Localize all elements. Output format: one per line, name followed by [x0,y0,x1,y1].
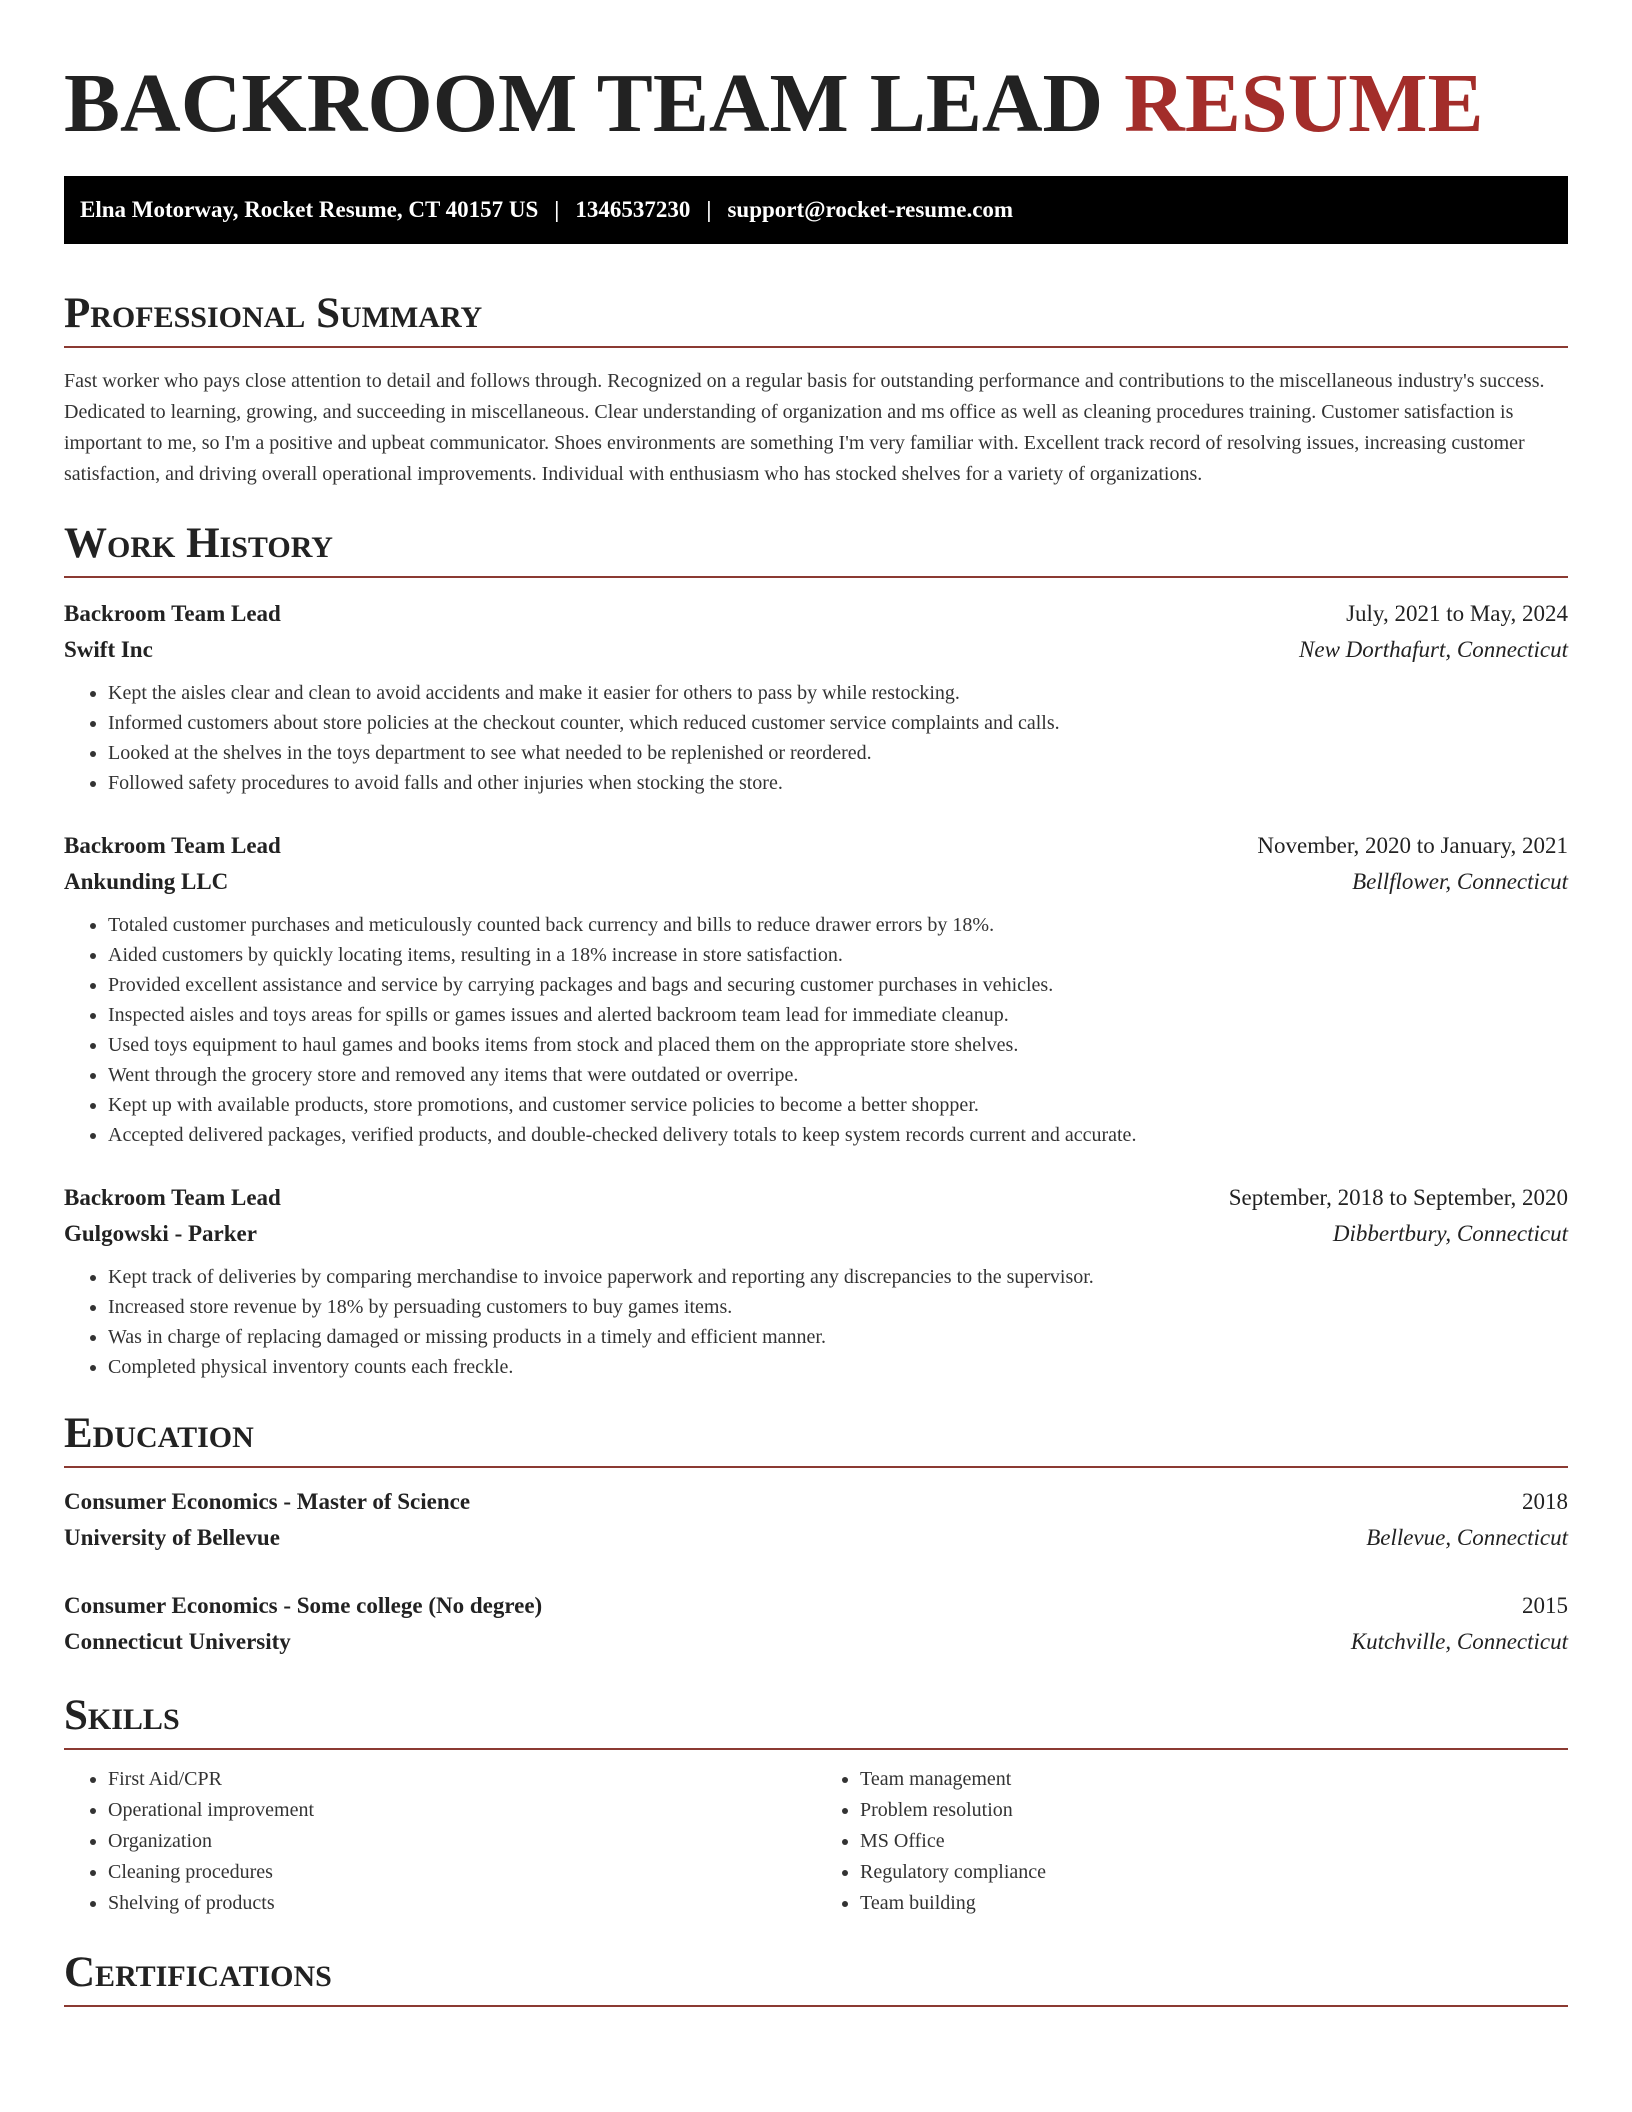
list-item: • Totaled customer purchases and meticulously counted back currency and bills to reduce drawer errors by 18%. [108,910,1568,940]
list-item: • Kept the aisles clear and clean to avoid accidents and make it easier for others to pass by while restocking. [108,678,1568,708]
skill-item: • Team management [860,1764,1568,1795]
summary-text: Fast worker who pays close attention to detail and follows through. Recognized on a regular basis for outstanding performance and contributions to the miscellaneous industry's success. Dedicated to learning, growing, and succeeding in miscellaneous. Clear understanding of organization and ms office as well as cleaning procedures training. Customer satisfaction is important to me, so I'm a positive and upbeat communicator. Shoes environments are something I'm very familiar with. Excellent track record of resolving issues, increasing customer satisfaction, and driving overall operational improvements. Individual with enthusiasm who has stocked shelves for a variety of organizations. [64,370,1545,485]
education-degree-row [64,1588,1568,1624]
job-location: New Dorthafurt, Connecticut [1299,637,1568,662]
job-dates: July, 2021 to May, 2024 [1346,601,1568,626]
list-item: • Provided excellent assistance and service by carrying packages and bags and securing customer purchases in vehicles. [108,970,1568,1000]
job-company: Gulgowski - Parker [64,1221,257,1246]
education-school: Connecticut University [64,1629,291,1654]
list-item: • Went through the grocery store and removed any items that were outdated or overripe. [108,1060,1568,1090]
list-item: • Accepted delivered packages, verified products, and double-checked delivery totals to keep system records current and accurate. [108,1120,1568,1150]
list-item: • Followed safety procedures to avoid falls and other injuries when stocking the store. [108,768,1568,798]
job-dates: November, 2020 to January, 2021 [1257,833,1568,858]
job-company: Swift Inc [64,637,153,662]
job-location: Dibbertbury, Connecticut [1332,1221,1568,1246]
education-degree: Consumer Economics - Master of Science [64,1489,471,1514]
certifications-heading: Certifications [64,1947,1568,2007]
job-bullets [64,678,1568,798]
skill-item: • Organization [108,1826,816,1857]
title-accent: RESUME [1124,57,1484,150]
contact-separator: | [706,197,712,222]
skill-item: • Problem resolution [860,1795,1568,1826]
skills-list-left [64,1764,816,1919]
education-entry [64,1484,1568,1556]
skills-grid [64,1764,1568,1919]
contact-phone: 1346537230 [575,197,691,222]
skills-heading: Skills [64,1690,1568,1750]
contact-bar [64,176,1568,244]
job-title-row [64,1180,1568,1216]
list-item: • Was in charge of replacing damaged or missing products in a timely and efficient manner. [108,1322,1568,1352]
skill-item: • Operational improvement [108,1795,816,1826]
education-school-row [64,1520,1568,1556]
list-item: • Inspected aisles and toys areas for spills or games issues and alerted backroom team lead for immediate cleanup. [108,1000,1568,1030]
education-school: University of Bellevue [64,1525,280,1550]
contact-address: Elna Motorway, Rocket Resume, CT 40157 US [80,197,539,222]
skill-item: • Regulatory compliance [860,1857,1568,1888]
title-main: BACKROOM TEAM LEAD [64,57,1104,150]
job-title-row [64,596,1568,632]
education-degree-row [64,1484,1568,1520]
list-item: • Kept track of deliveries by comparing merchandise to invoice paperwork and reporting any discrepancies to the supervisor. [108,1262,1568,1292]
education-school-row [64,1624,1568,1660]
job-company-row [64,1216,1568,1252]
job-bullets [64,1262,1568,1382]
skill-item: • Team building [860,1888,1568,1919]
job-entry [64,828,1568,1150]
education-year: 2018 [1522,1489,1568,1514]
job-title: Backroom Team Lead [64,601,281,626]
contact-separator: | [554,197,560,222]
skill-item: • First Aid/CPR [108,1764,816,1795]
skill-item: • MS Office [860,1826,1568,1857]
list-item: • Informed customers about store policies at the checkout counter, which reduced customer service complaints and calls. [108,708,1568,738]
skills-list-right [816,1764,1568,1919]
list-item: • Used toys equipment to haul games and books items from stock and placed them on the appropriate store shelves. [108,1030,1568,1060]
job-company-row [64,864,1568,900]
list-item: • Increased store revenue by 18% by persuading customers to buy games items. [108,1292,1568,1322]
list-item: • Kept up with available products, store promotions, and customer service policies to become a better shopper. [108,1090,1568,1120]
job-entry [64,1180,1568,1382]
job-entry [64,596,1568,798]
education-entry [64,1588,1568,1660]
job-dates: September, 2018 to September, 2020 [1228,1185,1568,1210]
education-location: Bellevue, Connecticut [1366,1525,1568,1550]
skill-item: • Shelving of products [108,1888,816,1919]
job-location: Bellflower, Connecticut [1352,869,1568,894]
job-company-row [64,632,1568,668]
summary-heading: Professional Summary [64,288,1568,348]
job-company: Ankunding LLC [64,869,229,894]
list-item: • Looked at the shelves in the toys department to see what needed to be replenished or reordered. [108,738,1568,768]
education-year: 2015 [1522,1593,1568,1618]
work-history-heading: Work History [64,518,1568,578]
list-item: • Aided customers by quickly locating items, resulting in a 18% increase in store satisfaction. [108,940,1568,970]
job-title: Backroom Team Lead [64,1185,281,1210]
education-degree: Consumer Economics - Some college (No degree) [64,1593,543,1618]
job-title: Backroom Team Lead [64,833,281,858]
education-heading: Education [64,1408,1568,1468]
job-title-row [64,828,1568,864]
contact-email: support@rocket-resume.com [727,197,1014,222]
education-location: Kutchville, Connecticut [1350,1629,1568,1654]
resume-title [64,0,1568,150]
job-bullets [64,910,1568,1150]
list-item: • Completed physical inventory counts each freckle. [108,1352,1568,1382]
skill-item: • Cleaning procedures [108,1857,816,1888]
